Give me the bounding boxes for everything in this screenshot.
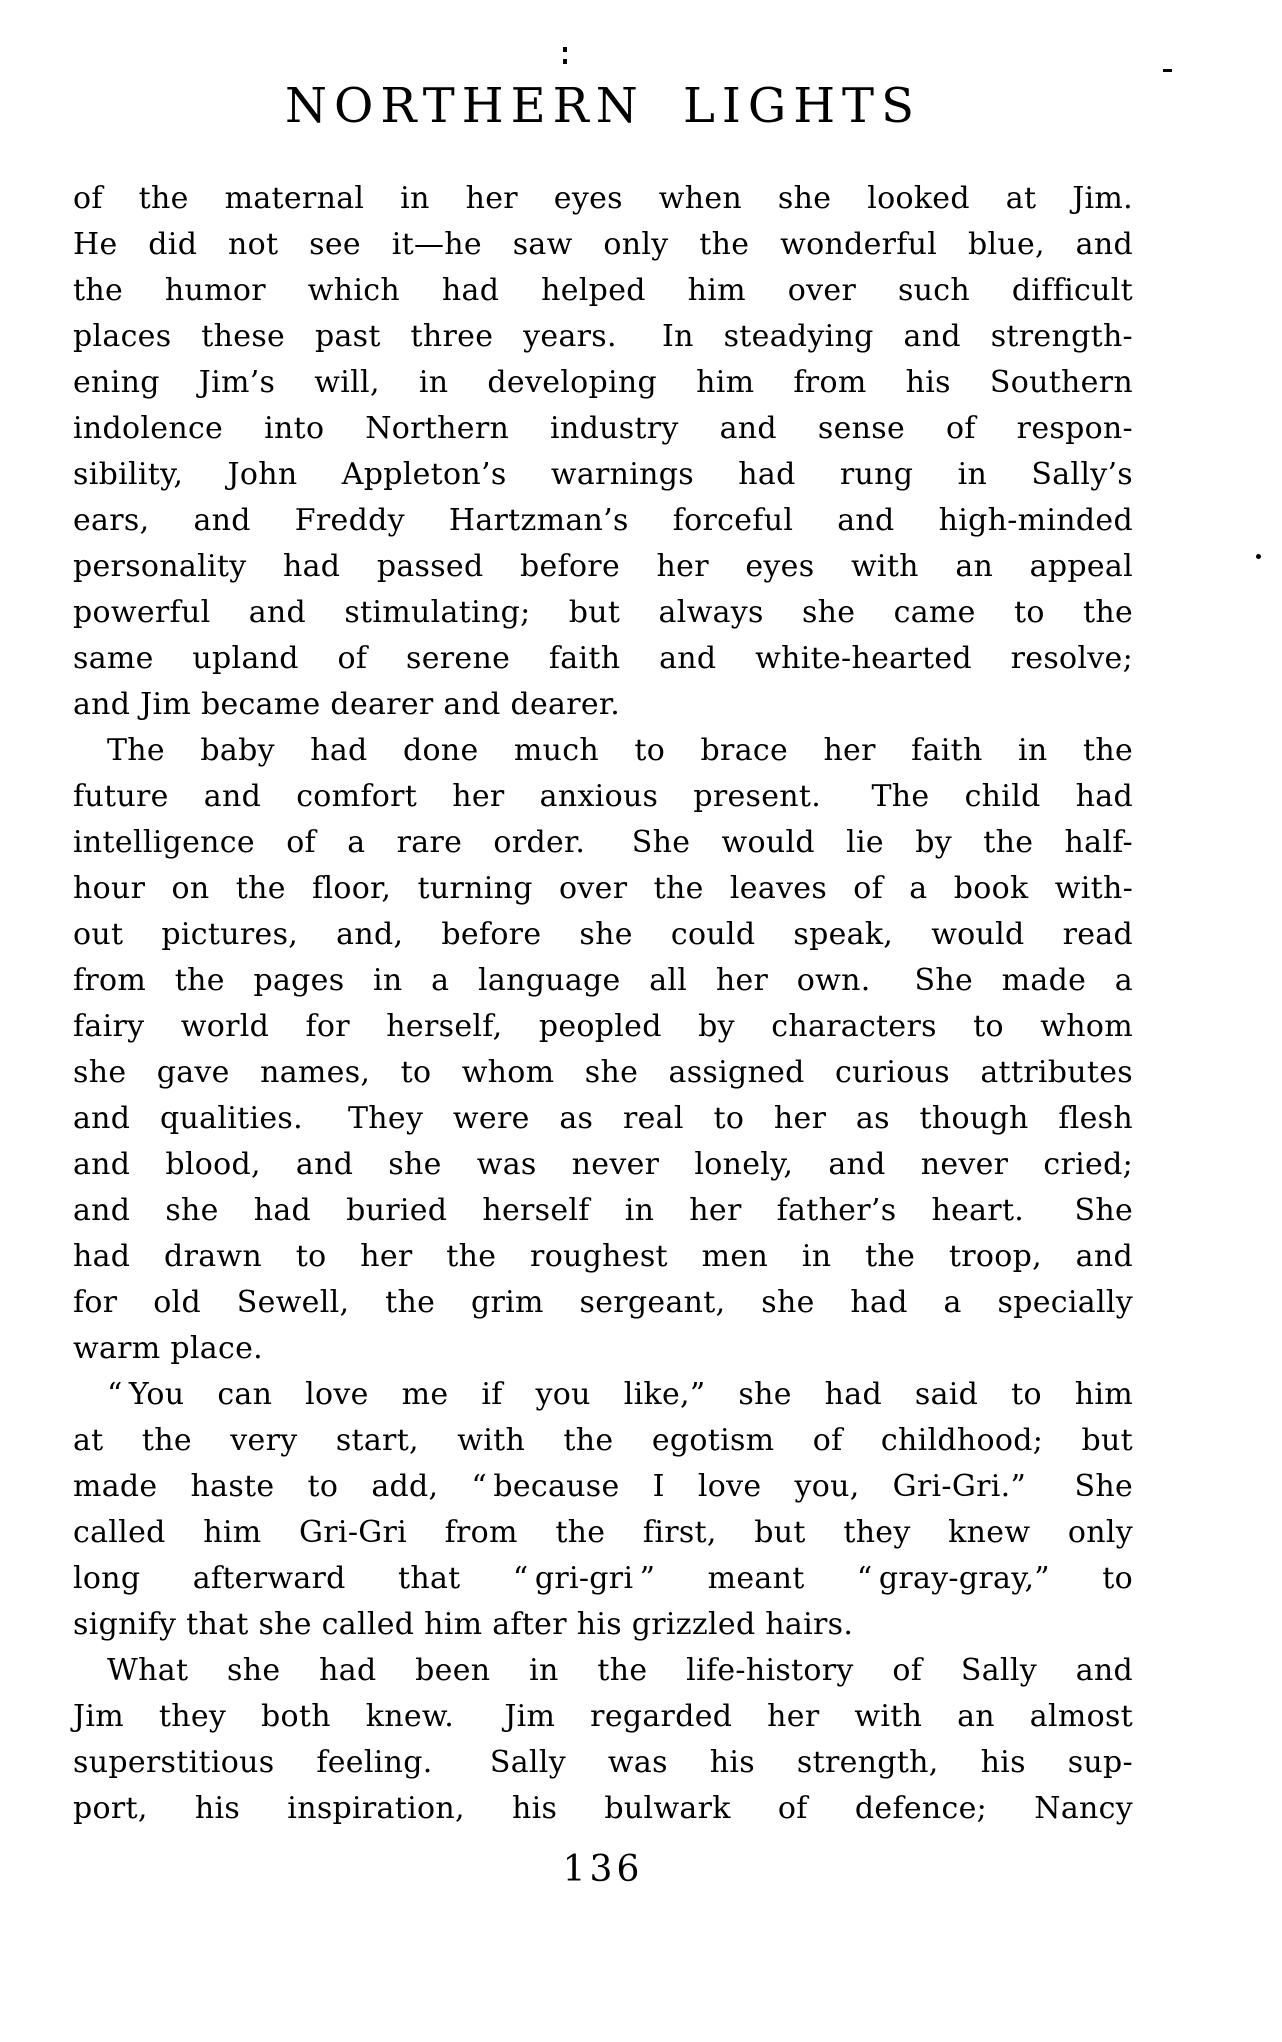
paragraph [73, 176, 1133, 728]
text-line: “ You can love me if you like,” she had said to him [107, 1377, 1133, 1412]
text-line: had drawn to her the roughest men in the troop, and [73, 1239, 1133, 1274]
text-line: Jim they both knew. Jim regarded her with an almost [73, 1699, 1133, 1734]
text-line: and blood, and she was never lonely, and never cried; [73, 1147, 1133, 1182]
text-line: places these past three years. In steadying and strength- [73, 319, 1133, 354]
running-head-title: NORTHERN LIGHTS [285, 78, 921, 134]
text-line: future and comfort her anxious present. The child had [73, 779, 1133, 814]
paragraph [73, 1372, 1133, 1648]
scan-noise-speck [1163, 69, 1172, 72]
text-line: she gave names, to whom she assigned curious attributes [73, 1055, 1133, 1090]
text-line: at the very start, with the egotism of childhood; but [73, 1423, 1133, 1458]
text-line: personality had passed before her eyes with an appeal [73, 549, 1133, 584]
scan-noise-speck [1256, 554, 1261, 559]
text-line: and qualities. They were as real to her as though flesh [73, 1101, 1133, 1136]
text-line: sibility, John Appleton’s warnings had rung in Sally’s [73, 457, 1133, 492]
text-line: powerful and stimulating; but always she came to the [73, 595, 1133, 630]
text-line: indolence into Northern industry and sense of respon- [73, 411, 1133, 446]
text-line: for old Sewell, the grim sergeant, she had a specially [73, 1285, 1133, 1320]
text-line: superstitious feeling. Sally was his strength, his sup- [73, 1745, 1133, 1780]
text-line: warm place. [73, 1331, 263, 1366]
text-line: from the pages in a language all her own. She made a [73, 963, 1133, 998]
text-line: and Jim became dearer and dearer. [73, 687, 621, 722]
text-line: called him Gri-Gri from the first, but they knew only [73, 1515, 1133, 1550]
scan-noise-speck [563, 47, 567, 52]
text-line: fairy world for herself, peopled by characters to whom [73, 1009, 1133, 1044]
text-line: of the maternal in her eyes when she looked at Jim. [73, 181, 1133, 216]
text-line: ening Jim’s will, in developing him from his Southern [73, 365, 1133, 400]
text-line: He did not see it—he saw only the wonderful blue, and [73, 227, 1133, 262]
paragraph [73, 1648, 1133, 1832]
text-block [73, 176, 1133, 1832]
text-line: The baby had done much to brace her faith in the [107, 733, 1133, 768]
page-number: 136 [562, 1849, 644, 1890]
text-line: long afterward that “ gri-gri ” meant “ gray-gray,” to [73, 1561, 1133, 1596]
text-line: What she had been in the life-history of Sally and [107, 1653, 1133, 1688]
text-line: ears, and Freddy Hartzman’s forceful and high-minded [73, 503, 1133, 538]
text-line: port, his inspiration, his bulwark of defence; Nancy [73, 1791, 1133, 1826]
text-line: the humor which had helped him over such difficult [73, 273, 1133, 308]
text-line: signify that she called him after his grizzled hairs. [73, 1607, 854, 1642]
text-line: same upland of serene faith and white-hearted resolve; [73, 641, 1133, 676]
text-line: and she had buried herself in her father’s heart. She [73, 1193, 1133, 1228]
text-line: out pictures, and, before she could speak, would read [73, 917, 1133, 952]
text-line: made haste to add, “ because I love you, Gri-Gri.” She [73, 1469, 1133, 1504]
text-line: intelligence of a rare order. She would lie by the half- [73, 825, 1133, 860]
paragraph [73, 728, 1133, 1372]
text-line: hour on the floor, turning over the leaves of a book with- [73, 871, 1133, 906]
